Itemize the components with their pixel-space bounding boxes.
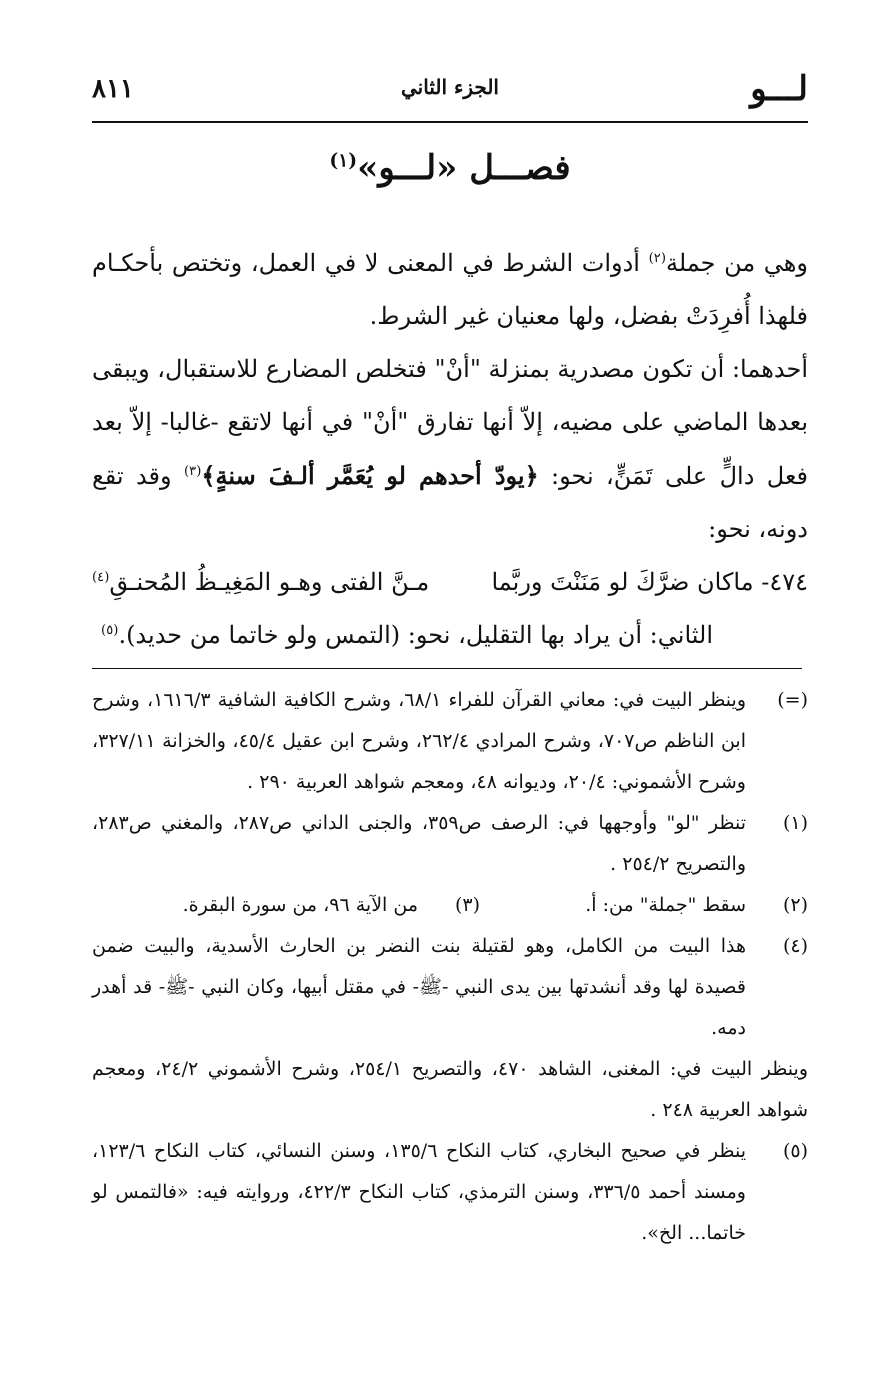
section-title-text: فصـــل «لـــو» <box>357 148 571 188</box>
footnote-mark: (٤) <box>782 935 808 957</box>
footnote-divider <box>92 668 802 669</box>
quran-quote: ﴿يودّ أحدهم لو يُعَمَّر ألـفَ سنةٍ﴾ <box>201 461 539 490</box>
verse-second-hemistich: مـنَّ الفتى وهـو المَغِيـظُ المُحنـقِ <box>109 568 430 596</box>
paragraph-intro-start: وهي من جملة <box>665 249 809 277</box>
paragraph-intro-rest: أدوات الشرط في المعنى لا في العمل، وتختص بأحكـام فلهذا أُفرِدَتْ بفضل، ولها معنيان غير الشرط. <box>92 249 808 330</box>
page-number: ٨١١ <box>92 74 134 104</box>
footnote-text: ينظر في صحيح البخاري، كتاب النكاح ١٣٥/٦، وسنن النسائي، كتاب النكاح ١٢٣/٦، ومسند أحمد ٣٣٦/٥، وسنن الترمذي، كتاب النكاح ٤٢٢/٣، وروايته فيه: «فالتمس لو خاتما... الخ». <box>92 1140 746 1244</box>
footnote-1 <box>92 803 808 885</box>
page-header <box>92 64 808 116</box>
footnote-text: تنظر "لو" وأوجهها في: الرصف ص٣٥٩، والجنى الداني ص٢٨٧، والمغني ص٢٨٣، والتصريح ٢٥٤/٢ . <box>92 812 746 875</box>
part-title: الجزء الثاني <box>401 75 499 99</box>
paragraph-second-meaning <box>92 609 808 662</box>
footnote-mark: (٢) <box>782 894 808 916</box>
footnote-text: من الآية ٩٦، من سورة البقرة. <box>182 894 418 916</box>
paragraph-intro <box>92 237 808 343</box>
paragraph-second-meaning-text: الثاني: أن يراد بها التقليل، نحو: (التمس ولو خاتما من حديد). <box>118 621 713 649</box>
section-title-note-ref: (١) <box>329 149 358 172</box>
footnote-text: سقط "جملة" من: أ. <box>585 894 746 916</box>
note-ref-2: (٢) <box>648 251 666 266</box>
paragraph-first-meaning-end: وقد تقع دونه، نحو: <box>92 462 808 543</box>
verse-second-hemistich-wrap <box>92 556 429 609</box>
footnote-text: وينظر البيت في: المغنى، الشاهد ٤٧٠، والتصريح ٢٥٤/١، وشرح الأشموني ٢٤/٢، ومعجم شواهد العربية ٢٤٨ . <box>92 1058 808 1121</box>
footnote-continued <box>92 680 808 803</box>
footnote-5 <box>92 1131 808 1254</box>
note-ref-3: (٣) <box>184 464 202 479</box>
footnotes <box>92 680 808 1254</box>
paragraph-first-meaning <box>92 343 808 556</box>
footnote-mark: (٥) <box>782 1140 808 1162</box>
footnote-4 <box>92 926 808 1049</box>
footnote-mark: (٣) <box>454 894 480 916</box>
note-ref-4: (٤) <box>92 570 110 585</box>
paragraph-first-meaning-start: أحدهما: أن تكون مصدرية بمنزلة "أنْ" فتخلص المضارع للاستقبال، ويبقى بعدها الماضي على مضيه، إلاّ أنها تفارق "أنْ" في أنها لاتقع -غالبا- إلاّ بعد فعل دالٍّ على تَمَنٍّ، نحو: <box>92 355 809 490</box>
verse-first-hemistich: ٤٧٤- ماكان ضرَّكَ لو مَنَنْتَ وربَّما <box>491 568 808 596</box>
footnote-mark: (=) <box>777 689 808 711</box>
header-divider <box>92 121 808 123</box>
footnote-4-continuation <box>92 1049 808 1131</box>
footnote-mark: (١) <box>782 812 808 834</box>
note-ref-5: (٥) <box>101 623 119 638</box>
chapter-heading: لـــو <box>750 69 808 109</box>
poetry-verse <box>92 556 808 609</box>
section-title <box>92 140 808 196</box>
main-text <box>92 237 808 662</box>
footnote-2-and-3 <box>92 885 808 926</box>
footnote-text: هذا البيت من الكامل، وهو لقتيلة بنت النضر بن الحارث الأسدية، والبيت ضمن قصيدة لها وقد أنشدتها بين يدى النبي -ﷺ- في مقتل أبيها، وكان النبي -ﷺ- قد أهدر دمه. <box>92 935 746 1039</box>
footnote-text: وينظر البيت في: معاني القرآن للفراء ٦٨/١، وشرح الكافية الشافية ١٦١٦/٣، وشرح ابن الناظم ص٧٠٧، وشرح المرادي ٢٦٢/٤، وشرح ابن عقيل ٤٥/٤، والخزانة ٣٢٧/١١، وشرح الأشموني: ٢٠/٤، وديوانه ٤٨، ومعجم شواهد العربية ٢٩٠ . <box>92 689 746 793</box>
